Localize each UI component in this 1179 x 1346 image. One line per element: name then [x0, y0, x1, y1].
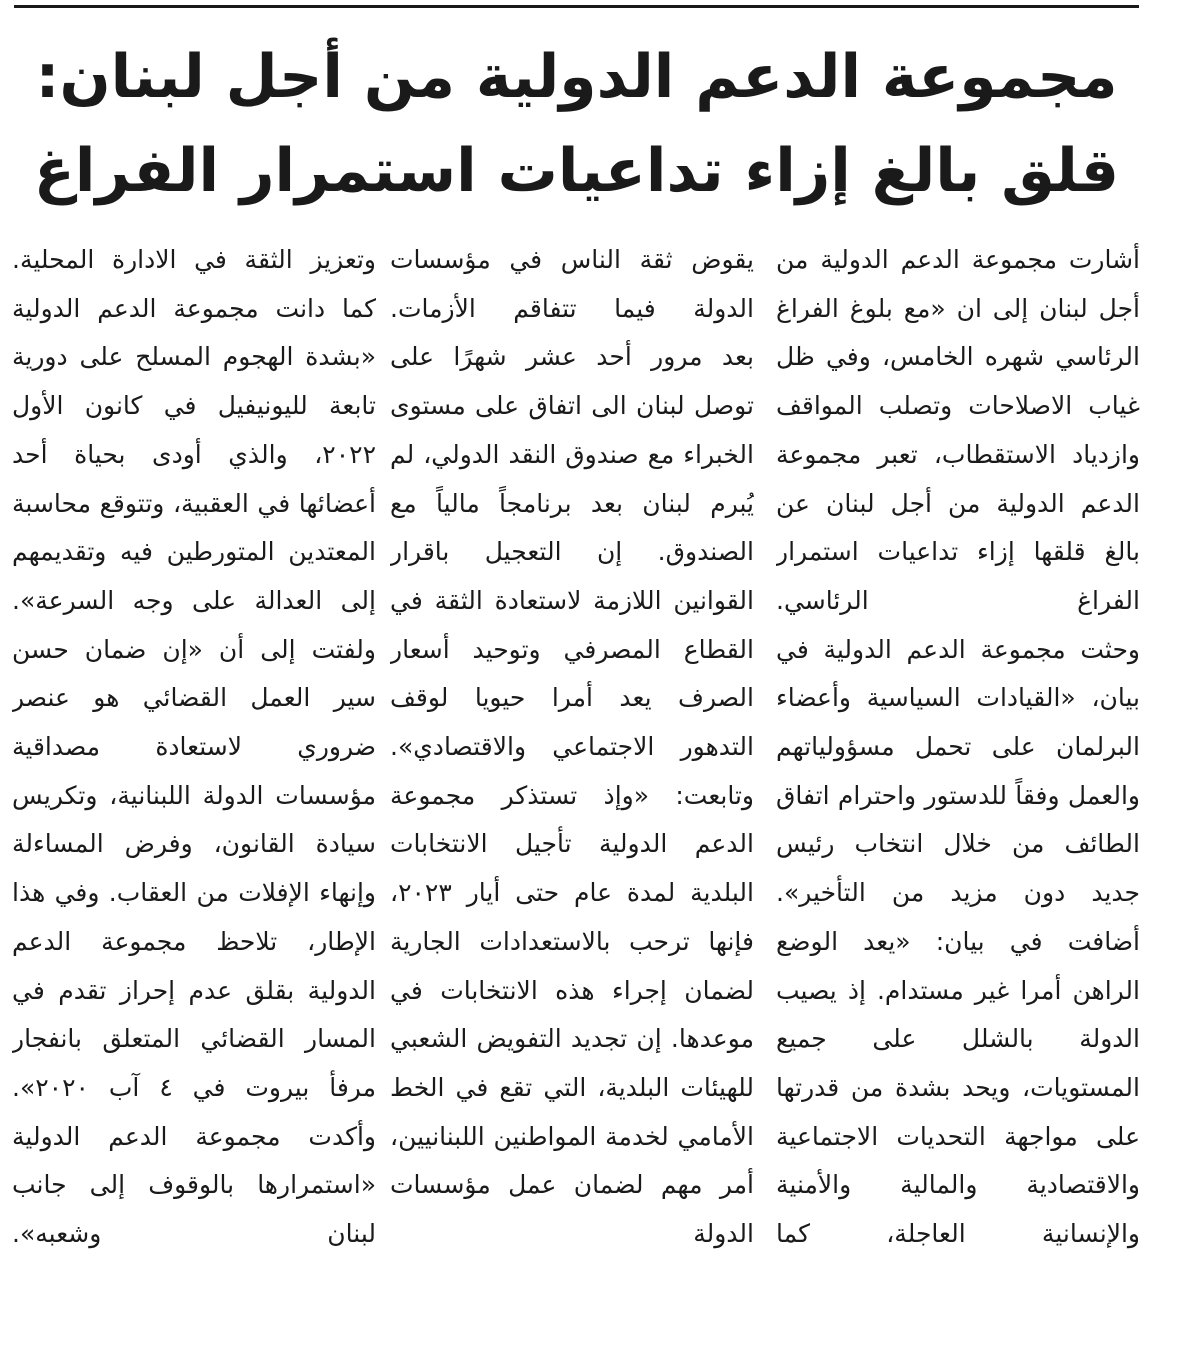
paragraph: أضافت في بيان: «يعد الوضع الراهن أمرا غير مستدام. إذ يصيب الدولة بالشلل على جميع المستويات، ويحد بشدة من قدرتها على مواجهة التحديات الاجتماعية والاقتصادية والمالية والأمنية والإنسانية العاجلة، كما — [776, 926, 1140, 1249]
top-rule — [14, 5, 1139, 8]
article-column-right — [776, 236, 1140, 1326]
headline — [14, 30, 1139, 218]
headline-line-2: قلق بالغ إزاء تداعيات استمرار الفراغ — [33, 136, 1120, 206]
paragraph: كما دانت مجموعة الدعم الدولية «بشدة الهجوم المسلح على دورية تابعة لليونيفيل في كانون الأول ٢٠٢٢، والذي أودى بحياة أحد أعضائها في العقبية، وتتوقع محاسبة المعتدين المتورطين فيه وتقديمهم إلى العدالة على وجه السرعة». — [12, 293, 376, 615]
paragraph: وتابعت: «وإذ تستذكر مجموعة الدعم الدولية تأجيل الانتخابات البلدية لمدة عام حتى أيار ٢٠٢٣، فإنها ترحب بالاستعدادات الجارية لضمان إجراء هذه الانتخابات في موعدها. إن تجديد التفويض الشعبي للهيئات البلدية، التي تقع في الخط الأمامي لخدمة المواطنين اللبنانيين، أمر مهم لضمان عمل مؤسسات الدولة — [390, 780, 754, 1249]
paragraph: يقوض ثقة الناس في مؤسسات الدولة فيما تتفاقم الأزمات. — [390, 245, 754, 323]
article-column-middle — [390, 236, 754, 1326]
article-column-left — [12, 236, 376, 1326]
headline-line-1: مجموعة الدعم الدولية من أجل لبنان: — [35, 42, 1118, 112]
paragraph: ولفتت إلى أن «إن ضمان حسن سير العمل القضائي هو عنصر ضروري لاستعادة مصداقية مؤسسات الدولة اللبنانية، وتكريس سيادة القانون، وفرض المساءلة وإنهاء الإفلات من العقاب. وفي هذا الإطار، تلاحظ مجموعة الدعم الدولية بقلق عدم إحراز تقدم في المسار القضائي المتعلق بانفجار مرفأ بيروت في ٤ آب ٢٠٢٠». — [12, 634, 376, 1102]
paragraph: أشارت مجموعة الدعم الدولية من أجل لبنان إلى ان «مع بلوغ الفراغ الرئاسي شهره الخامس، وفي ظل غياب الاصلاحات وتصلب المواقف وازدياد الاستقطاب، تعبر مجموعة الدعم الدولية من أجل لبنان عن بالغ قلقها إزاء تداعيات استمرار الفراغ الرئاسي. — [776, 245, 1140, 615]
paragraph: وتعزيز الثقة في الادارة المحلية. — [12, 245, 376, 274]
paragraph: وحثت مجموعة الدعم الدولية في بيان، «القيادات السياسية وأعضاء البرلمان على تحمل مسؤولياتهم والعمل وفقاً للدستور واحترام اتفاق الطائف من خلال انتخاب رئيس جديد دون مزيد من التأخير». — [776, 634, 1140, 908]
paragraph: بعد مرور أحد عشر شهرًا على توصل لبنان الى اتفاق على مستوى الخبراء مع صندوق النقد الدولي، لم يُبرم لبنان بعد برنامجاً مالياً مع الصندوق. إن التعجيل باقرار القوانين اللازمة لاستعادة الثقة في القطاع المصرفي وتوحيد أسعار الصرف يعد أمرا حيويا لوقف التدهور الاجتماعي والاقتصادي». — [390, 342, 754, 762]
paragraph: وأكدت مجموعة الدعم الدولية «استمرارها بالوقوف إلى جانب لبنان وشعبه». — [12, 1121, 376, 1249]
